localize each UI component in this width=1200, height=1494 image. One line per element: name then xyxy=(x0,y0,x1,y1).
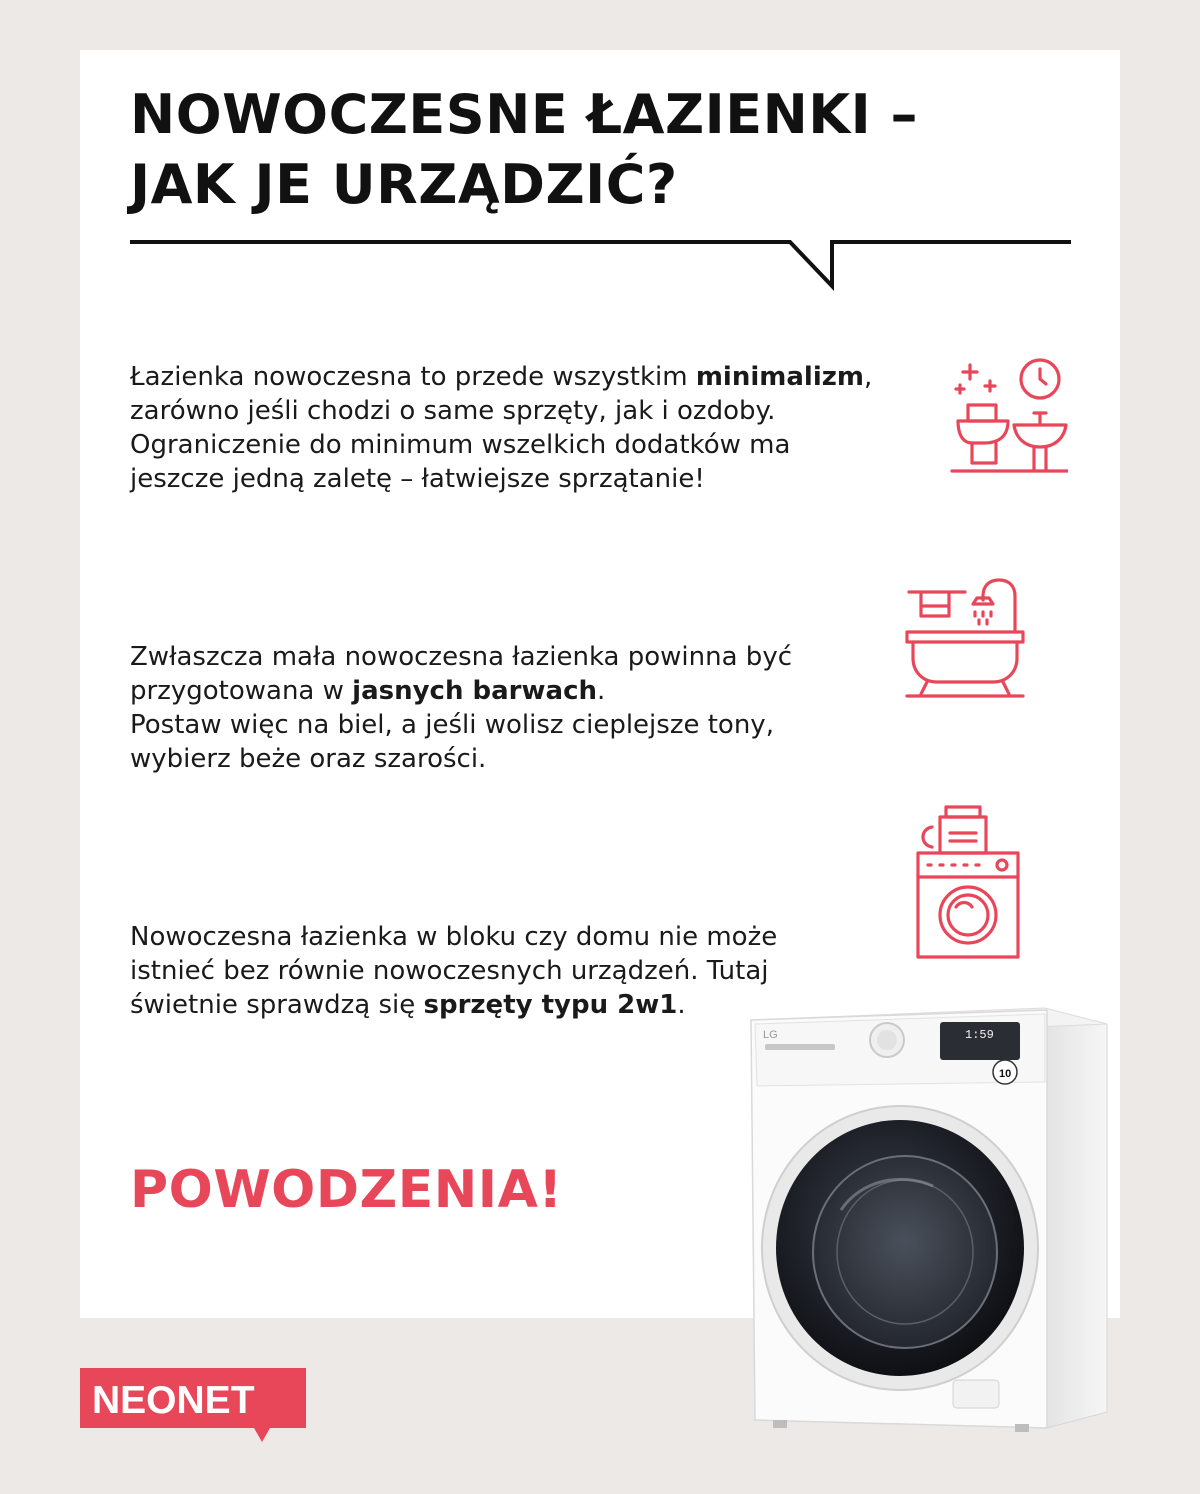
brand-label: LG xyxy=(763,1029,778,1041)
closing-message: POWODZENIA! xyxy=(130,1160,563,1220)
washing-machine-product-image xyxy=(745,1000,1115,1440)
section1-line2: zarówno jeśli chodzi o same sprzęty, jak i ozdoby. xyxy=(130,396,776,426)
section1-line1: Łazienka nowoczesna to przede wszystkim minimalizm, xyxy=(130,362,873,392)
logo-text: NEONET xyxy=(92,1379,255,1422)
title-line-2: JAK JE URZĄDZIĆ? xyxy=(130,153,678,216)
section1-line4: jeszcze jedną zaletę – łatwiejsze sprzątanie! xyxy=(130,464,705,494)
bathtub-shower-icon xyxy=(903,576,1028,698)
section3-line1: Nowoczesna łazienka w bloku czy domu nie może xyxy=(130,922,778,952)
neonet-logo xyxy=(80,1368,308,1444)
section-2in1-text xyxy=(130,920,777,1022)
energy-badge: 10 xyxy=(999,1068,1012,1080)
section2-line3: Postaw więc na biel, a jeśli wolisz cieplejsze tony, xyxy=(130,710,774,740)
page-title xyxy=(130,80,918,220)
keyword-2in1: sprzęty typu 2w1 xyxy=(423,990,678,1020)
keyword-light-colors: jasnych barwach xyxy=(352,676,597,706)
section-light-colors-text xyxy=(130,640,792,776)
clean-toilet-sink-icon xyxy=(948,355,1068,475)
section2-line4: wybierz beże oraz szarości. xyxy=(130,744,487,774)
section3-line2: istnieć bez równie nowoczesnych urządzeń. Tutaj xyxy=(130,956,769,986)
section1-line3: Ograniczenie do minimum wszelkich dodatków ma xyxy=(130,430,791,460)
display-readout: 1:59 xyxy=(965,1028,994,1042)
keyword-minimalism: minimalizm xyxy=(695,362,864,392)
section3-line3: świetnie sprawdzą się sprzęty typu 2w1. xyxy=(130,990,686,1020)
section2-line1: Zwłaszcza mała nowoczesna łazienka powinna być xyxy=(130,642,792,672)
title-line-1: NOWOCZESNE ŁAZIENKI – xyxy=(130,83,919,146)
section-minimalism-text xyxy=(130,360,872,496)
speech-bubble-divider xyxy=(130,236,1075,292)
washing-machine-icon xyxy=(912,803,1022,959)
section2-line2: przygotowana w jasnych barwach. xyxy=(130,676,606,706)
